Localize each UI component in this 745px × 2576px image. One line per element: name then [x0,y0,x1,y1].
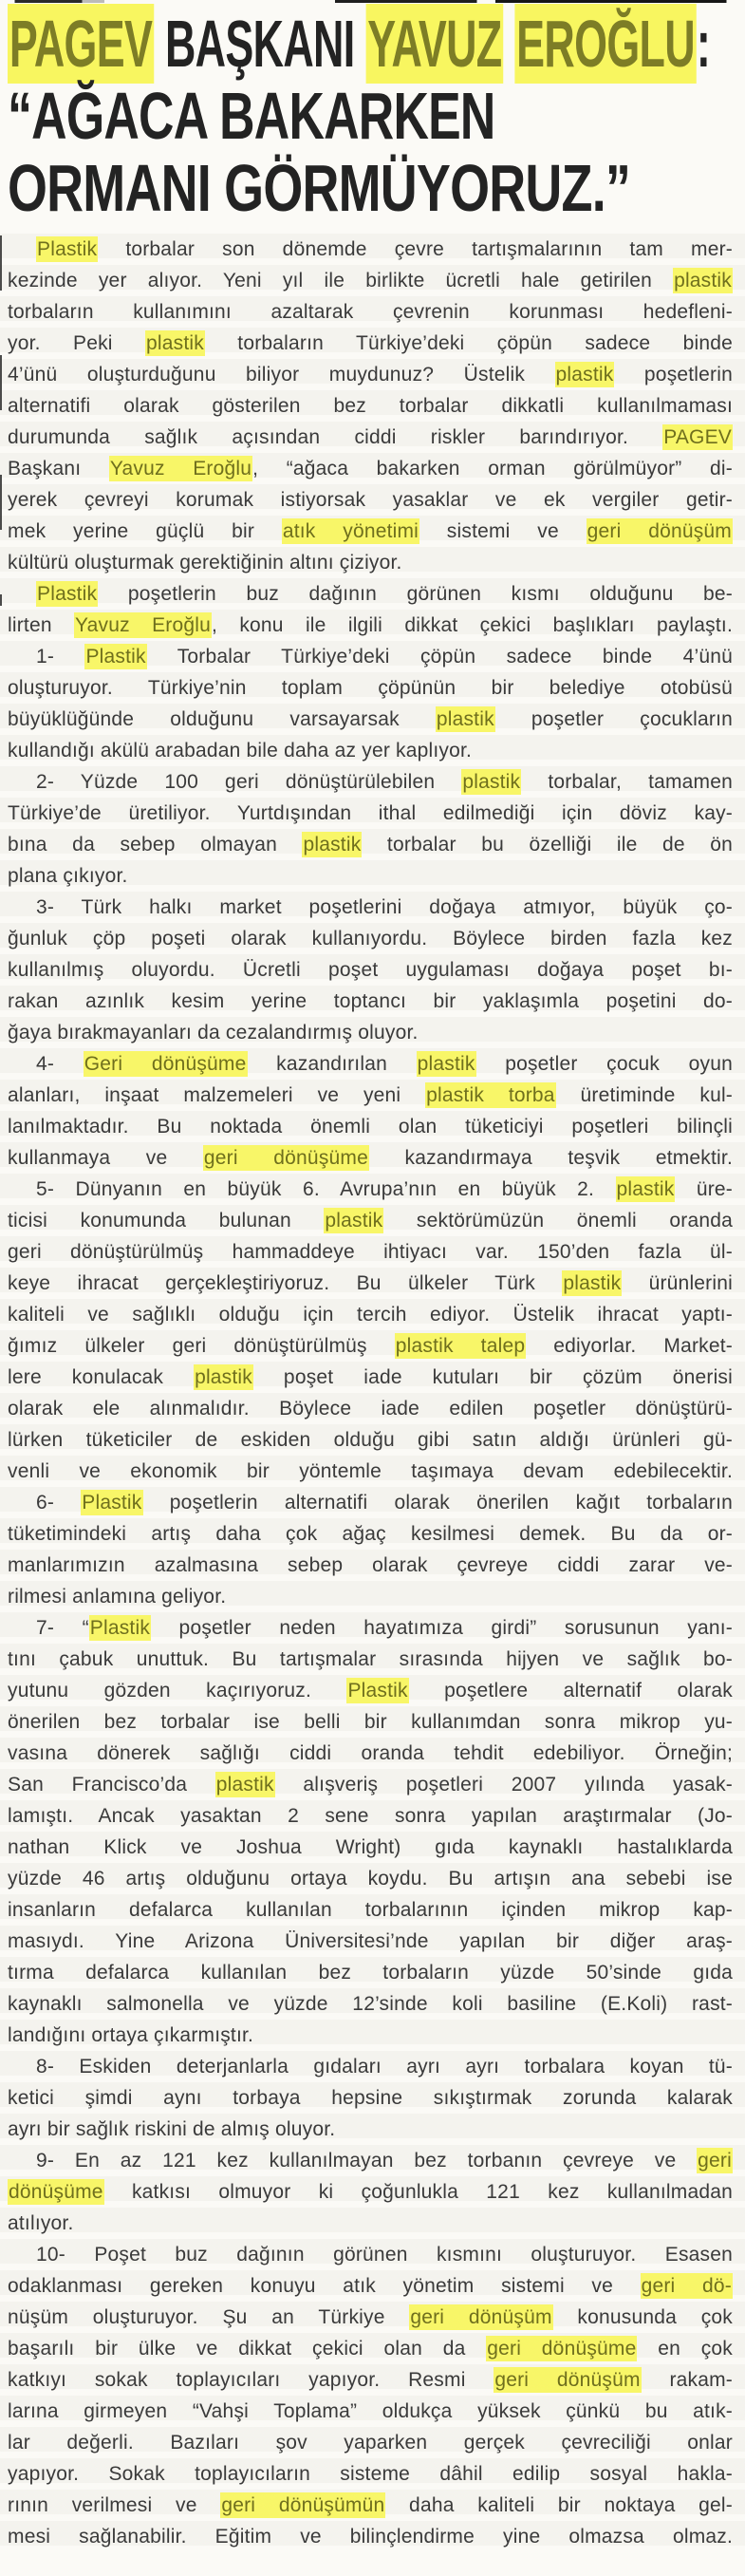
plain-text: konusunda çok [552,2306,733,2328]
highlighted-text: atık yönetimi [282,520,419,542]
text-line [8,2396,733,2427]
paragraph-5 [8,892,733,1048]
text-line [8,1581,733,1612]
text-line [8,1048,733,1080]
text-line [8,1988,733,2020]
highlighted-text: geri dönüşümün [221,2494,385,2516]
text-line [8,1738,733,1769]
text-line [8,1205,733,1236]
text-line [8,1080,733,1111]
plain-text: lirten [8,614,74,636]
highlighted-text: plastik [555,364,614,385]
text-line [8,2145,733,2176]
plain-text: ticisi konumunda bulunan [8,1210,325,1232]
text-line [8,1863,733,1894]
paragraph-6 [8,1048,733,1174]
highlighted-text: PAGEV [8,4,154,84]
plain-text: 1- [36,646,85,668]
plain-text: kullandığı akülü arabadan bile daha az yer kaplıyor. [8,740,473,762]
text-line [8,798,733,829]
plain-text: katkıyı sokak toplayıcıları yapıyor. Resmi [8,2369,494,2391]
text-line [8,1644,733,1675]
plain-text: torbaların Türkiye’deki çöpün sadece binde [204,332,733,354]
text-line [8,484,733,516]
plain-text: lere konulacak [8,1366,195,1388]
text-line [8,1456,733,1487]
plain-text: larına girmeyen “Vahşi Toplama” oldukça yüksek çünkü bu atık- [8,2400,733,2422]
plain-text: ürünlerini [622,1272,733,1294]
paragraph-4 [8,766,733,892]
plain-text: lamıştı. Ancak yasaktan 2 sene sonra yapılan araştırmalar (Jo- [8,1805,733,1827]
text-line [8,1675,733,1706]
text-line [8,1706,733,1738]
plain-text: poşetler çocukların [494,708,733,730]
text-line [8,1393,733,1424]
plain-text: Türkiye’de üretiliyor. Yurtdışından ithal edilmediği için döviz kay- [8,802,733,824]
plain-text: 6- [36,1492,82,1514]
plain-text: 10- Poşet buz dağının görünen kısmını oluşturuyor. Esasen [36,2244,733,2266]
plain-text: atılıyor. [8,2212,74,2234]
text-line [8,766,733,798]
plain-text: poşetler çocuk oyun [475,1053,733,1075]
plain-text: yutunu gözden kaçırıyoruz. [8,1680,347,1702]
plain-text: oluşturuyor. Türkiye’nin toplam çöpünün bir belediye otobüsü [8,677,733,699]
plain-text: katkısı olmuyor ki çoğunlukla 121 kez kullanılmadan [103,2181,733,2203]
plain-text: poşetler neden hayatımıza girdi” sorusunun yanı- [151,1617,733,1639]
plain-text: rakan azınlık kesim yerine toptancı bir yaklaşımla poşetini do- [8,990,733,1012]
plain-text: torbalar, tamamen [521,771,733,793]
plain-text: geri dönüştürülmüş hammaddeye ihtiyacı var. 150’den fazla ül- [8,1241,733,1263]
plain-text: 2- Yüzde 100 geri dönüştürülebilen [36,771,462,793]
text-line [8,2427,733,2458]
headline-line-2 [8,80,553,152]
text-line [8,610,733,641]
plain-text: 5- Dünyanın en büyük 6. Avrupa’nın en büyük 2. [36,1178,616,1200]
plain-text: masıydı. Yine Arizona Üniversitesi’nde yapılan bir diğer araş- [8,1930,733,1952]
headline-line-3 [8,151,631,225]
plain-text: 4’ünü oluşturduğunu biliyor muydunuz? Üstelik [8,364,555,385]
plain-text: 7- “ [36,1617,89,1639]
highlighted-text: plastik [325,1210,383,1232]
highlighted-text: geri dönüşüme [487,2338,637,2360]
scan-artifact-left-edge [0,235,2,606]
text-line [8,1424,733,1456]
plain-text: 3- Türk halkı market poşetlerini doğaya atmıyor, büyük ço- [36,896,733,918]
text-line [8,829,733,860]
text-line [8,1362,733,1393]
text-line [8,1017,733,1048]
text-line [8,2270,733,2302]
plain-text: “AĞACA BAKARKEN [8,79,495,153]
highlighted-text: Plastik [85,646,146,668]
text-line [8,547,733,578]
highlighted-text: dönüşüme [9,2181,103,2203]
plain-text: 4- [36,1053,84,1075]
plain-text: ketici şimdi aynı torbaya hepsine sıkıştırmak zorunda kalarak [8,2087,733,2109]
text-line [8,892,733,923]
plain-text: lanılmaktadır. Bu noktada önemli olan tüketiciyi poşetleri bilinçli [8,1116,733,1138]
plain-text: poşetlere alternatif olarak [408,1680,733,1702]
plain-text: manlarımızın azalmasına sebep olarak çevreye ciddi zarar ve- [8,1554,733,1576]
highlighted-text: plastik [195,1366,252,1388]
plain-text: poşet iade kutuları bir çözüm önerisi [253,1366,733,1388]
plain-text: kültürü oluşturmak gerektiğinin altını çiziyor. [8,552,402,573]
plain-text: odaklanması gereken konuyu atık yönetim sistemi ve [8,2275,641,2297]
text-line [8,1957,733,1988]
plain-text: torbalar son dönemde çevre tartışmalarının tam mer- [98,238,733,260]
plain-text: kazandırmaya teşvik etmektir. [368,1147,733,1169]
plain-text: önerilen bez torbalar ise belli bir kullanımdan sonra mikrop yu- [8,1711,733,1733]
highlighted-text: plastik [215,1774,274,1796]
text-line [8,1612,733,1644]
highlighted-text: geri dönüşüm [587,520,733,542]
text-line [8,453,733,484]
paragraph-9 [8,1612,733,2051]
text-line [8,704,733,735]
highlighted-text: plastik [674,270,732,291]
text-line [8,1111,733,1142]
scan-artifact-top-edge [0,0,745,3]
text-line [8,986,733,1017]
plain-text: lar değerli. Bazıları şov yaparken gerçek çevreciliği onlar [8,2432,733,2454]
text-line [8,2490,733,2521]
text-line [8,1236,733,1268]
plain-text: nathan Klick ve Joshua Wright) gıda kaynaklı hastalıklarda [8,1836,733,1858]
paragraph-10 [8,2051,733,2145]
highlighted-text: Plastik [347,1680,408,1702]
text-line [8,1142,733,1174]
plain-text: 9- En az 121 kez kullanılmayan bez torbanın çevreye ve [36,2150,698,2172]
highlighted-text: geri dönüşüm [410,2306,552,2328]
highlighted-text: Plastik [82,1492,142,1514]
text-line [8,860,733,892]
text-line [8,735,733,766]
article-body [0,234,745,2552]
plain-text: Torbalar Türkiye’deki çöpün sadece binde 4’ünü [146,646,733,668]
highlighted-text: geri dönüşüm [494,2369,641,2391]
plain-text: landığını ortaya çıkarmıştır. [8,2024,254,2046]
text-line [8,2114,733,2145]
plain-text: ğunluk çöp poşeti olarak kullanıyordu. Böylece birden fazla kez [8,928,733,950]
plain-text: 8- Eskiden deterjanlarla gıdaları ayrı ayrı torbalara koyan tü- [36,2056,733,2078]
text-line [8,2239,733,2270]
highlighted-text: plastik [436,708,494,730]
plain-text: başarılı bir ülke ve dikkat çekici olan da [8,2338,487,2360]
plain-text: yapıyor. Sokak toplayıcıların sisteme dâhil edilip sosyal hakla- [8,2463,733,2485]
plain-text: torbalar bu özelliği ile de ön [362,834,733,856]
headline [0,0,745,224]
text-line [8,328,733,359]
plain-text: ORMANI GÖRMÜYORUZ.” [8,151,631,225]
paragraph-1 [8,234,733,578]
paragraph-7 [8,1174,733,1487]
plain-text: insanların defalarca kullanılan torbalarının içinden mikrop kap- [8,1899,733,1921]
highlighted-text: Geri dönüşüme [84,1053,247,1075]
highlighted-text: plastik [563,1272,622,1294]
plain-text: bına da sebep olmayan [8,834,303,856]
highlighted-text: plastik [462,771,521,793]
plain-text: ğımız ülkeler geri dönüştürülmüş [8,1335,395,1357]
plain-text [503,7,514,81]
text-line [8,2208,733,2239]
text-line [8,1299,733,1330]
plain-text: kezinde yer alıyor. Yeni yıl ile birlikte ücretli hale getirilen [8,270,674,291]
plain-text: tüketimindeki artış daha çok ağaç kesilmesi demek. Bu da or- [8,1523,733,1545]
plain-text: büyüklüğünde olduğunu varsayarsak [8,708,436,730]
plain-text: nüşüm oluşturuyor. Şu an Türkiye [8,2306,410,2328]
plain-text: durumunda sağlık açısından ciddi riskler barındırıyor. [8,426,663,448]
plain-text: kullanılmış oluyordu. Ücretli poşet uygulaması doğaya poşet bı- [8,959,733,981]
plain-text: tırma defalarca kullanılan bez torbaların yüzde 50’sinde gıda [8,1962,733,1984]
text-line [8,1832,733,1863]
plain-text: BAŞKANI [154,7,366,81]
paragraph-8 [8,1487,733,1612]
highlighted-text: YAVUZ [365,4,503,84]
plain-text: torbaların kullanımını azaltarak çevrenin korunması hedefleni- [8,301,733,323]
text-line [8,516,733,547]
highlighted-text: plastik [616,1178,675,1200]
text-line [8,954,733,986]
text-line [8,1330,733,1362]
plain-text: en çok [637,2338,733,2360]
text-line [8,296,733,328]
text-line [8,1487,733,1518]
plain-text: : [696,7,711,81]
plain-text: rının verilmesi ve [8,2494,221,2516]
text-line [8,390,733,422]
plain-text: plana çıkıyor. [8,865,128,887]
text-line [8,2458,733,2490]
plain-text: kazandırılan [247,1053,417,1075]
plain-text: yüzde 46 artış olduğunu ortaya koydu. Bu artışın ana sebebi ise [8,1868,733,1890]
plain-text: yerek çevreyi korumak istiyorsak yasaklar ve ek vergiler getir- [8,489,733,511]
paragraph-12 [8,2239,733,2552]
text-line [8,1174,733,1205]
plain-text: olarak ele alınmalıdır. Böylece iade edilen poşetler dönüştürü- [8,1398,733,1420]
text-line [8,2176,733,2208]
headline-line-1 [8,7,711,81]
plain-text: daha kaliteli bir noktaya gel- [385,2494,733,2516]
text-line [8,359,733,390]
text-line [8,672,733,704]
plain-text: yor. Peki [8,332,146,354]
plain-text: Başkanı [8,458,109,479]
text-line [8,2302,733,2333]
text-line [8,1800,733,1832]
highlighted-text: Plastik [37,583,98,605]
highlighted-text: PAGEV [663,426,732,448]
highlighted-text: geri [698,2150,732,2172]
highlighted-text: plastik torba [426,1084,555,1106]
plain-text: alışveriş poşetleri 2007 yılında yasak- [274,1774,733,1796]
highlighted-text: Plastik [37,238,98,260]
highlighted-text: plastik [417,1053,475,1075]
text-line [8,923,733,954]
plain-text: sistemi ve [419,520,587,542]
text-line [8,2364,733,2396]
plain-text: keye ihracat gerçekleştiriyoruz. Bu ülkeler Türk [8,1272,563,1294]
text-line [8,2333,733,2364]
text-line [8,641,733,672]
highlighted-text: geri dönüşüme [203,1147,368,1169]
plain-text: mek yerine güçlü bir [8,520,282,542]
paragraph-3 [8,641,733,766]
plain-text: poşetlerin alternatifi olarak önerilen kağıt torbaların [142,1492,733,1514]
plain-text: lürken tüketiciler de eskiden olduğu gibi satın aldığı ürünleri gü- [8,1429,733,1451]
text-line [8,2521,733,2552]
paragraph-2 [8,578,733,641]
plain-text: , konu ile ilgili dikkat çekici başlıkları paylaştı. [212,614,733,636]
text-line [8,1769,733,1800]
plain-text: ğaya bırakmayanları da cezalandırmış oluyor. [8,1022,419,1044]
plain-text: alanları, inşaat malzemeleri ve yeni [8,1084,426,1106]
plain-text: venli ve ekonomik bir yöntemle taşımaya devam edebilecektir. [8,1460,733,1482]
highlighted-text: Yavuz Eroğlu [109,458,252,479]
text-line [8,2020,733,2051]
plain-text: kaynaklı salmonella ve yüzde 12’sinde koli basiline (E.Koli) rast- [8,1993,733,2015]
text-line [8,265,733,296]
highlighted-text: plastik [146,332,204,354]
plain-text: sektörümüzün önemli oranda [383,1210,733,1232]
plain-text: poşetlerin buz dağının görünen kısmı olduğunu be- [98,583,733,605]
highlighted-text: plastik [303,834,362,856]
text-line [8,2051,733,2082]
highlighted-text: geri dö- [641,2275,732,2297]
text-line [8,1550,733,1581]
text-line [8,1926,733,1957]
highlighted-text: plastik talep [395,1335,526,1357]
plain-text: , “ağaca bakarken orman görülmüyor” di- [252,458,733,479]
highlighted-text: Yavuz Eroğlu [75,614,211,636]
plain-text: ayrı bir sağlık riskini de almış oluyor. [8,2118,336,2140]
plain-text: kullanmaya ve [8,1147,203,1169]
plain-text: San Francisco’da [8,1774,215,1796]
text-line [8,1894,733,1926]
text-line [8,422,733,453]
paragraph-11 [8,2145,733,2239]
plain-text: mesi sağlanabilir. Eğitim ve bilinçlendirme yine olmazsa olmaz. [8,2526,733,2548]
plain-text: tını çabuk unuttuk. Bu tartışmalar sırasında hijyen ve sağlık bo- [8,1648,733,1670]
highlighted-text: Plastik [89,1617,151,1639]
plain-text: üre- [675,1178,733,1200]
plain-text: kaliteli ve sağlıklı olduğu için tercih ediyor. Üstelik ihracat yaptı- [8,1304,733,1326]
plain-text: rakam- [641,2369,733,2391]
plain-text: poşetlerin [614,364,733,385]
highlighted-text: EROĞLU [514,4,697,84]
text-line [8,234,733,265]
text-line [8,1268,733,1299]
text-line [8,2082,733,2114]
plain-text: üretiminde kul- [555,1084,733,1106]
plain-text: ediyorlar. Market- [526,1335,733,1357]
plain-text: rilmesi anlamına geliyor. [8,1586,227,1608]
plain-text: vasına dönerek sağlığı ciddi oranda tehdit edebiliyor. Örneğin; [8,1742,733,1764]
text-line [8,578,733,610]
plain-text: alternatifi olarak gösterilen bez torbalar dikkatli kullanılmaması [8,395,733,417]
text-line [8,1518,733,1550]
